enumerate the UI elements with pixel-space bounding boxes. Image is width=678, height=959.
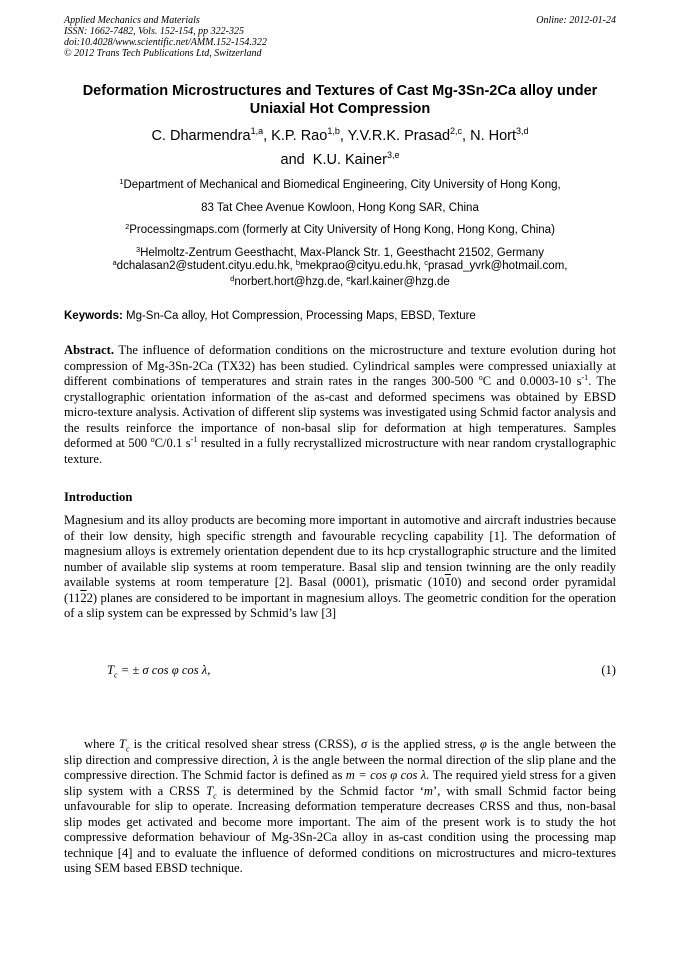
affiliation-line: $^2$Processingmaps.com (formerly at City University of Hong Kong, Hong Kong, China) — [125, 222, 555, 236]
author-affiliation-mark: 1,b — [327, 126, 340, 136]
email-link[interactable]: norbert.hort@hzg.de — [234, 275, 340, 288]
abstract-label: Abstract. — [64, 343, 115, 357]
keywords-line — [64, 309, 616, 323]
author-name: Y.V.R.K. Prasad — [347, 128, 451, 144]
abstract-paragraph: Abstract. The influence of deformation conditions on the microstructure and texture evolution during hot compression of Mg-3Sn-2Ca (TX32) has been studied. Cylindrical samples were compressed uniaxially at different combinations of temperatures and strain rates in the ranges 300-500 $^o$C and 0.0003-10 $s^{-1}$. The crystallographic orientation information of the as-cast and deformed specimens was obtained by EBSD micro-texture analysis. Activation of different slip systems was investigated using Schmid factor analysis and the results reinforce the importance of non-basal slip for deformation at high temperatures. Samples deformed at 500 $^o$C/0.1 $s^{-1}$ resulted in a fully recrystallized microstructure with near random crystallographic texture. — [64, 343, 616, 466]
email-link[interactable]: dchalasan2@student.cityu.edu.hk — [116, 260, 290, 272]
journal-doi: doi:10.4028/www.scientific.net/AMM.152-154.322 — [64, 37, 267, 48]
keywords-text: Mg-Sn-Ca alloy, Hot Compression, Processing Maps, EBSD, Texture — [126, 310, 476, 322]
affiliation-line: 83 Tat Chee Avenue Kowloon, Hong Kong SAR, China — [201, 201, 479, 214]
author-name: K.P. Rao — [271, 128, 328, 144]
section-heading-introduction: Introduction — [64, 490, 133, 504]
journal-header — [64, 15, 616, 59]
introduction-paragraph-2: where $T_c$ is the critical resolved shear stress (CRSS), σ is the applied stress, φ is the angle between the slip direction and compressive direction, λ is the angle between the normal direction of the slip plane and the compressive direction. The Schmid factor is defined as m = cos φ cos λ. The required yield stress for a given slip system with a CRSS $T_c$ is determined by the Schmid factor ‘m’, with small Schmid factor being unfavourable for slip to operate. Increasing deformation temperature decreases CRSS and thus, non-basal slip modes get activated and become more important. The aim of the present work is to study the hot compressive deformation behaviour of Mg-3Sn-2Ca alloy in as-cast condition using the processing map technique [4] and to evaluate the influence of deformed conditions on microstructures and micro-textures using SEM based EBSD technique. — [64, 737, 616, 875]
equation-number: (1) — [601, 663, 616, 677]
author-affiliation-mark: 3,d — [516, 126, 529, 136]
email-list: $^a$dchalasan2@student.cityu.edu.hk, $^b$mekprao@cityu.edu.hk, $^c$prasad_yvrk@hotmail.com, $^d$norbert.hort@hzg.de, $^e$karl.kainer@hzg.de — [112, 258, 568, 288]
author-name: K.U. Kainer — [312, 152, 387, 168]
email-link[interactable]: mekprao@cityu.edu.hk — [300, 260, 418, 272]
online-date: Online: 2012-01-24 — [536, 15, 616, 26]
journal-issn: ISSN: 1662-7482, Vols. 152-154, pp 322-325 — [64, 26, 244, 37]
author-name: N. Hort — [470, 128, 517, 144]
author-name: C. Dharmendra — [151, 128, 251, 144]
author-affiliation-mark: 3,e — [386, 150, 400, 160]
affiliation-line: $^1$Department of Mechanical and Biomedical Engineering, City University of Hong Kong, — [119, 177, 561, 191]
author-list: C. Dharmendra$^{1,a}$, K.P. Rao$^{1,b}$, Y.V.R.K. Prasad$^{2,c}$, N. Hort$^{3,d}$ and K.U. Kainer$^{3,e}$ — [151, 126, 529, 168]
paper-title: Deformation Microstructures and Textures of Cast Mg-3Sn-2Ca alloy under Uniaxial Hot Compression — [82, 83, 598, 117]
email-link[interactable]: prasad_yvrk@hotmail.com — [427, 260, 565, 272]
keywords-label: Keywords: — [64, 310, 123, 322]
email-link[interactable]: karl.kainer@hzg.de — [350, 275, 450, 288]
journal-copyright: © 2012 Trans Tech Publications Ltd, Switzerland — [64, 48, 262, 59]
affiliation-line: $^3$Helmoltz-Zentrum Geesthacht, Max-Planck Str. 1, Geesthacht 21502, Germany — [135, 244, 545, 259]
introduction-paragraph: Magnesium and its alloy products are becoming more important in automotive and aircraft industries because of their low density, high specific strength and favourable recycling capability [1]. The deformation of magnesium alloys is extremely orientation dependent due to its hcp crystallographic structure and the limited number of available slip systems at room temperature. Basal slip and tension twinning are the only readily available systems at room temperature [2]. Basal (0001), prismatic (1010) and second order pyramidal (1122) planes are considered to be important in magnesium alloys. The geometric condition for the operation of a slip system can be expressed by Schmid’s law [3] — [64, 513, 616, 620]
author-affiliation-mark: 1,a — [250, 126, 264, 136]
author-affiliation-mark: 2,c — [450, 126, 463, 136]
equation-schmid-law: $T_c$ = ± σ cos φ cos λ, (1) — [107, 663, 616, 680]
affiliation-list — [64, 174, 616, 264]
journal-name: Applied Mechanics and Materials — [64, 15, 200, 26]
